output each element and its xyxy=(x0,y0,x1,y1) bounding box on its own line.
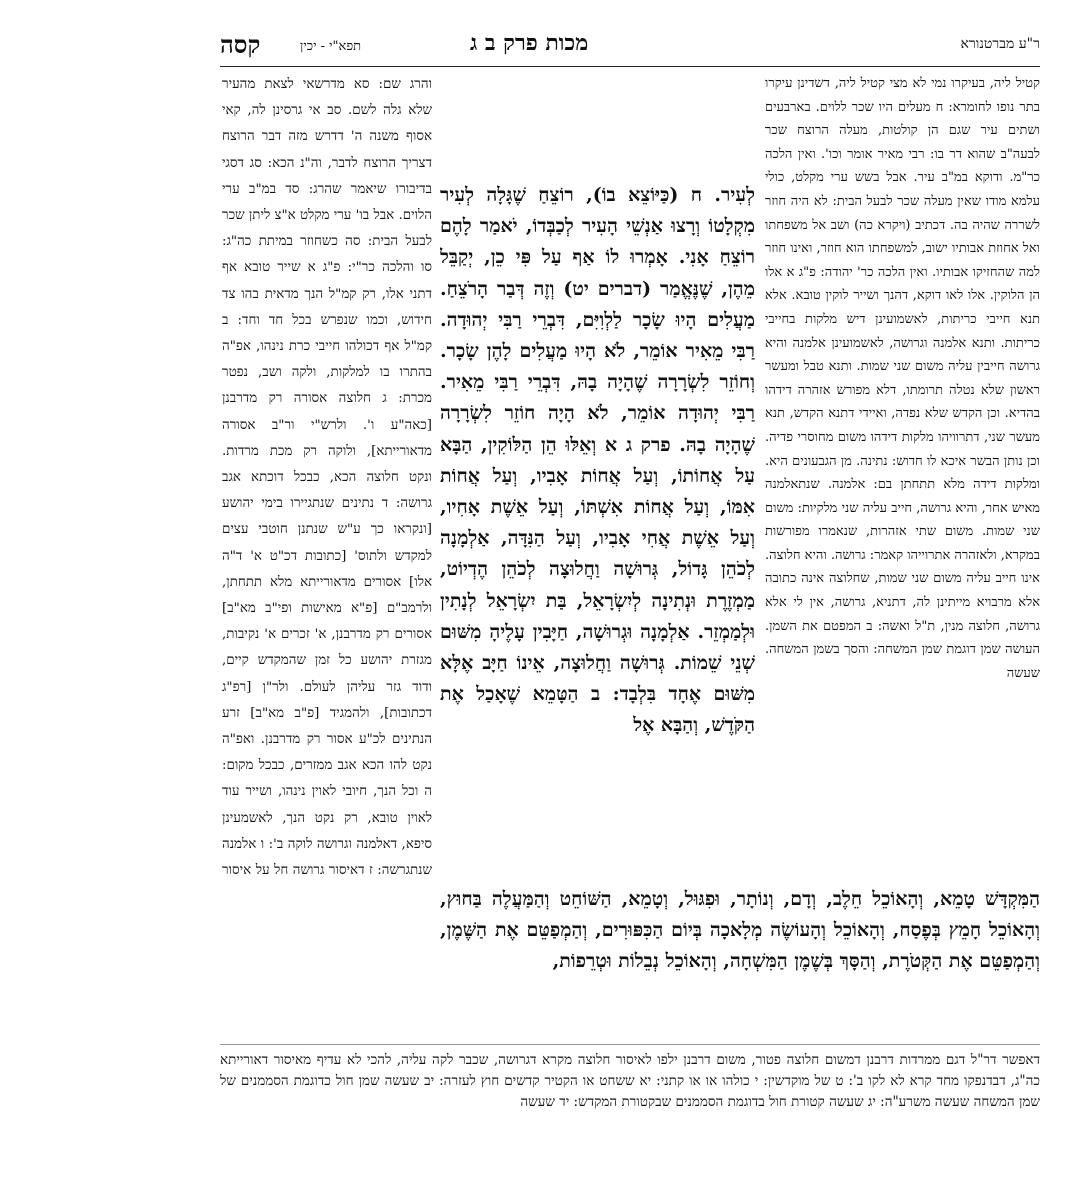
mishnah-continuation-text: הַמִּקְדָּשׁ טָמֵא, וְהָאוֹכֵל חֵלֶב, וְדָם, וְנוֹתָר, וּפִגּוּל, וְטָמֵא, הַשּׁוֹחֵט וְהַמַּעֲלֶה בַּחוּץ, וְהָאוֹכֵל חָמֵץ בְּפֶסַח, וְהָאוֹכֵל וְהָעוֹשֶׂה מְלָאכָה בְּיוֹם הַכִּפּוּרִים, וְהַמְפַטֵּם אֶת הַשֶּׁמֶן, וְהַמְפַטֵּם אֶת הַקְּטֹרֶת, וְהַסָּךְ בְּשֶׁמֶן הַמִּשְׁחָה, וְהָאוֹכֵל נְבֵלוֹת וּטְרֵפוֹת, xyxy=(440,888,1040,972)
page-header xyxy=(220,30,1040,66)
tiferet-yisrael-commentary xyxy=(222,72,432,884)
tractate-title: מכות פרק ב ג xyxy=(470,30,589,56)
commentary-right-title: ר"ע מברטנורא xyxy=(960,36,1040,52)
footnote-rule xyxy=(220,1044,1040,1045)
footnotes xyxy=(220,1050,1040,1136)
bartenura-text: קטיל ליה, בעיקרו נמי לא מצי קטיל ליה, דשדינן עיקרו בתר נופו לחומרא: ח מעלים היו שכר ללוים. בארבעים ושתים עיר שגם הן קולטות, מעלה הרוצח שכר לבעה"ב שהוא דר בו: רבי מאיר אומר וכו'. ואין הלכה כר"מ. ודוקא במ"ב עיר. אבל בשש ערי מקלט, כולי עלמא מודו שאין מעלה שכר לבעל הבית: לא היה חוזר לשררה שהיה בה. דכתיב (ויקרא כה) ושב אל משפחתו ואל אחוזת אבותיו ישוב, למשפחתו הוא חוזר, ואינו חוזר למה שהחזיקו אבותיו. ואין הלכה כר' יהודה: פ"ג א אלו הן הלוקין. אלו לאו דוקא, דהנך ושייר לוקין טובא. אלא תנא חייבי כריתות, לאשמועינן דיש מלקות בחייבי כריתות. ותנא אלמנה וגרושה, לאשמועינן אלמנה והיא גרושה חייבין עליה משום שני שמות. ותנא טבל ומעשר ראשון שלא נטלה תרומתו, דלא מפורש אזהרה דידהו בהדיא. וכן הקדש שלא נפדה, ואיידי דתנא הקדש, תנא מעשר שני, דתרוויהו מלקות דידהו משום מחוסרי פדיה. וכן נותן הבשר איכא לו חדוש: נתינה. מן הגבעונים היא. ומלקות דידה מלא תתחתן בם: אלמנה. שנתאלמנה מאיש אחר, והיא גרושה, חייב עליה שני מלקיות: משום שני שמות. משום שתי אזהרות, שנאמרו מפורשות במקרא, ולאזהרה אתרוייהו קאמר: גרושה. והיא חלוצה. אינו חייב עליה משום שני שמות, שחלוצה אינה כתובה אלא מרבויא מייתינן לה, דתניא, גרושה, אין לי אלא גרושה, חלוצה מנין, ת"ל ואשה: ב המפטם את השמן. העושה שמן דוגמת שמן המשחה: והסך בשמן המשחה. שעשה xyxy=(765,76,1040,681)
mishnah-text: לְעִיר. ח (כַּיּוֹצֵא בוֹ), רוֹצֵחַ שֶׁגָּלָה לְעִיר מִקְלָטוֹ וְרָצוּ אַנְשֵׁי הָעִיר לְכַבְּדוֹ, יֹאמַר לָהֶם רוֹצֵחַ אָנִי. אָמְרוּ לוֹ אַף עַל פִּי כֵן, יְקַבֵּל מֵהֶן, שֶׁנֶּאֱמַר (דברים יט) וְזֶה דְּבַר הָרֹצֵחַ. מַעֲלִים הָיוּ שָׂכָר לַלְוִיִּם, דִּבְרֵי רַבִּי יְהוּדָה. רַבִּי מֵאִיר אוֹמֵר, לֹא הָיוּ מַעֲלִים לָהֶן שָׂכָר. וְחוֹזֵר לִשְׂרָרָה שֶׁהָיָה בָהּ, דִּבְרֵי רַבִּי מֵאִיר. רַבִּי יְהוּדָה אוֹמֵר, לֹא הָיָה חוֹזֵר לִשְׂרָרָה שֶׁהָיָה בָהּ. פרק ג א וְאֵלּוּ הֵן הַלּוֹקִין, הַבָּא עַל אֲחוֹתוֹ, וְעַל אֲחוֹת אָבִיו, וְעַל אֲחוֹת אִמּוֹ, וְעַל אֲחוֹת אִשְׁתּוֹ, וְעַל אֵשֶׁת אָחִיו, וְעַל אֵשֶׁת אֲחִי אָבִיו, וְעַל הַנִּדָּה, אַלְמָנָה לְכֹהֵן גָּדוֹל, גְּרוּשָׁה וַחֲלוּצָה לְכֹהֵן הֶדְיוֹט, מַמְזֶרֶת וּנְתִינָה לְיִשְׂרָאֵל, בַּת יִשְׂרָאֵל לְנָתִין וּלְמַמְזֵר. אַלְמָנָה וּגְרוּשָׁה, חַיָּבִין עָלֶיהָ מִשּׁוּם שְׁנֵי שֵׁמוֹת. גְּרוּשָׁה וַחֲלוּצָה, אֵינוֹ חַיָּב אֶלָּא מִשּׁוּם אֶחָד בִּלְבָד: ב הַטָּמֵא שֶׁאָכַל אֶת הַקֹּדֶשׁ, וְהַבָּא אֶל xyxy=(440,184,755,737)
footnotes-text: דאפשר דר"ל דגם ממרדות דרבנן דמשום חלוצה פטור, משום דרבנן ילפו לאיסור חלוצה מקרא דגרושה, שכבר לקה עליה, להכי לא עדיף מאיסור דאורייתא כה"ג, דבדנפקו מחד קרא לא לקו ב': ט של מוקדשין: י כולהו או או קתני: יא ששחט או הקטיר קדשים חוץ לעזרה: יב שעשה שמן חול כדוגמת הסממנים של שמן המשחה שעשה משרע"ה: יג שעשה קטורת חול בדוגמת הסממנים שבקטורת המקדש: יד שעשה xyxy=(220,1052,1040,1110)
page-number: קסה xyxy=(220,30,261,59)
commentary-left-title: תפא"י - יכין xyxy=(300,39,362,54)
header-rule xyxy=(220,66,1040,67)
bartenura-commentary xyxy=(765,72,1040,884)
mishnah-main-text xyxy=(440,180,755,880)
tiferet-yisrael-text: והרג שם: סא מדרשאי לצאת מהעיר שלא גלה לשם. סב אי גרסינן לה, קאי אסוף משנה ה' דדרש מזה דבר הרוצח דצריך הרוצח לדבר, וה"נ הכא: סג דסגי בדיבורו שיאמר שהרג: סד במ"ב ערי הלוים. אבל בו' ערי מקלט א"צ ליתן שכר לבעל הבית: סה כשחוזר במיתת כה"ג: סו והלכה כר"י: פ"ג א שייר טובא אף דתני אלו, רק קמ"ל הנך מדאית בהו צד חידוש, וכמו שנפרש בכל חד וחד: ב קמ"ל אף דכולהו חייבי כרת נינהו, אפ"ה בהתרו בו למלקות, ולקה ושב, נפטר מכרת: ג חלוצה אסורה רק מדרבנן [כאה"ע ו'. ולרש"י ור"ב אסורה מדאורייתא], ולוקה רק מכת מרדות. ונקט חלוצה הכא, כבכל דוכתא אגב גרושה: ד נתינים שנתגיירו בימי יהושע [ונקראו כך ע"ש שנתנן חוטבי עצים למקדש ולתוס' [כתובות דכ"ט א' ד"ה אלו] אסורים מדאורייתא מלא תתחתן, ולרמב"ם [פ"א מאישות ופי"ב מא"ב] אסורים רק מדרבנן, א' זכרים א' נקיבות, מגזרת יהושע כל זמן שהמקדש קיים, ודוד גזר עליהן לעולם. ולר"ן [רפ"ג דכתובות], ולהמגיד [פ"ב מא"ב] זרע הנתינים לכ"ע אסור רק מדרבנן. ואפ"ה נקט להו הכא אגב ממזרים, כבכל מקום: ה וכל הנך, חיובי לאוין נינהו, ושייר עוד לאוין טובא, רק נקט הנך, לאשמעינן סיפא, דאלמנה וגרושה לוקה ב': ו אלמנה שנתגרשה: ז דאיסור גרושה חל על איסור xyxy=(222,77,432,879)
mishnah-continuation xyxy=(440,884,1040,1044)
